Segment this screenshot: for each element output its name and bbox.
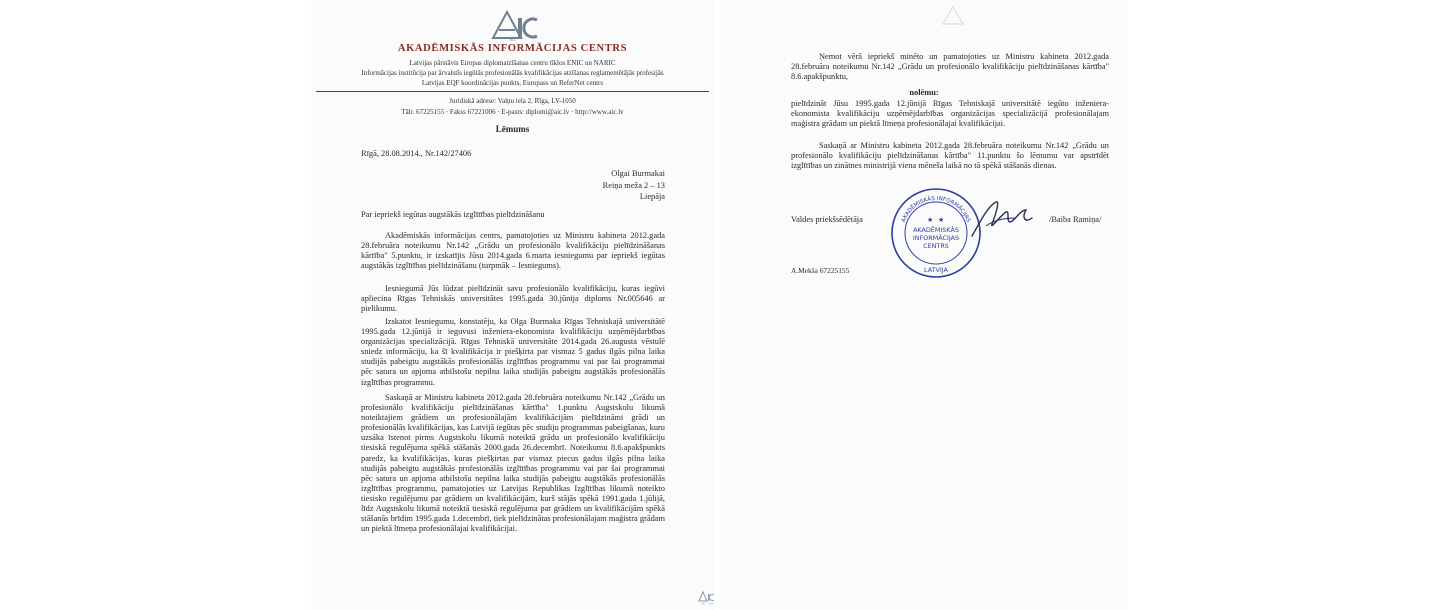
stamp-star-left: ★	[927, 216, 934, 224]
stamp-arc-text: AKADĒMISKĀS INFORMĀCIJAS	[900, 195, 972, 224]
organization-name: AKADĒMISKĀS INFORMĀCIJAS CENTRS	[397, 43, 628, 54]
document-page-1	[311, 0, 714, 610]
letterhead-divider	[316, 91, 709, 92]
document-subject: Par iepriekš iegūtas augstākās izglītības pielīdzināšanu	[361, 210, 545, 219]
recipient-name: Olgai Burmakai	[611, 169, 665, 178]
decision-heading: nolēmu:	[909, 88, 939, 97]
document-title: Lēmums	[495, 124, 530, 134]
letterhead-line-2: Informācijas institūcija par ārvalstīs iegūtās profesionālās kvalifikācijas atzīšanas reglamentētājās profesijās	[361, 69, 664, 77]
appeal-text: Saskaņā ar Ministru kabineta 2012.gada 28.februāra noteikumu Nr.142 „Grādu un profesionālo kvalifikāciju pielīdzināšanas kārtība" 11.punktu šo lēmumu var apstrīdēt izglītības un zinātnes ministrijā viena mēneša laikā no tā spēkā stāšanās dienas.	[791, 141, 1109, 171]
paragraph-3: Izskatot Iesniegumu, konstatēju, ka Olga Burmaka Rīgas Tehniskajā universitātē 1995.gada 12.jūnijā ir ieguvusi inženiera-ekonomista kvalifikāciju uzņēmējdarbības organizācijas specializācijā. Rīgas Tehniskā universitāte 2014.gada 26.augusta vēstulē sniedz informāciju, ka šī kvalifikācija ir piešķirta par vismaz 5 gadus ilgās pilna laika studijās pabeigtu augstākās profesionālās izglītības programmu vai par šai programmai pēc satura un apjoma atbilstošu nepilna laika studijās pabeigtu augstākās profesionālās izglītības programmu.	[361, 317, 665, 387]
stamp-line-2: INFORMĀCIJAS	[912, 234, 960, 242]
footer-aic-logo	[698, 589, 714, 605]
document-page-2	[721, 0, 1127, 610]
signatory-role: Valdes priekšsēdētāja	[791, 215, 863, 224]
footer-logo-lettering: AIC	[701, 602, 706, 605]
decision-text: pielīdzināt Jūsu 1995.gada 12.jūnijā Rīgas Tehniskajā universitātē iegūto inženiera-ekonomista kvalifikāciju uzņēmējdarbības organizācijas specializācijā profesionālajam maģistra grādam un piektā līmeņa profesionālajai kvalifikācijai.	[791, 99, 1109, 129]
letterhead-contacts: Tālr. 67225155 · Fakss 67221006 · E-pasts: diplomi@aic.lv · http://www.aic.lv	[401, 108, 624, 116]
stamp-bottom-text: LATVIJA	[924, 266, 948, 274]
recipient-city: Liepāja	[639, 192, 665, 201]
paragraph-2: Iesniegumā Jūs lūdzat pielīdzināt savu profesionālo kvalifikāciju, kuras iegūvi apliecina Rīgas Tehniskās universitātes 1995.gada 30.jūnija diploms Nr.005646 ar pielikumu.	[361, 284, 665, 314]
letterhead-line-3: Latvijas EQF koordinācijas punkts, Europass un ReferNet centrs	[421, 79, 604, 87]
letterhead-line-1: Latvijas pārstāvis Eiropas diplomatzīšanas centru tīklos ENIC un NARIC	[409, 59, 616, 67]
stamp-line-3: CENTRS	[923, 242, 949, 250]
stamp-line-1: AKADĒMISKĀS	[913, 226, 959, 234]
letterhead-address: Juridiskā adrese: Valņu iela 2, Rīga, LV-1050	[449, 97, 576, 105]
footer-code: 2013	[708, 602, 714, 605]
paragraph-4: Saskaņā ar Ministru kabineta 2012.gada 28.februāra noteikumu Nr.142 „Grādu un profesionālo kvalifikāciju pielīdzināšanas kārtība" 1.punktu Augstskolu likumā noteiktajiem grādiem un profesionālajām kvalifikācijām pielīdzināmi grādi un profesionālās kvalifikācijas, kas Latvijā iegūtas pēc studiju programmas pabeigšanas, kuru uzsāka īstenot pirms Augstskolu likumā noteiktā grādu un profesionālo kvalifikāciju tiesiskā regulējuma spēkā stāšanās 2000.gada 26.decembrī. Noteikumu 8.6.apakšpunkts paredz, ka kvalifikācijas, kuras piešķirtas par vismaz piecus gadus ilgās pilna laika studijās pabeigtu augstākās profesionālās izglītības programmu vai par šai programmai pēc satura un apjoma atbilstošu nepilna laika studijās pabeigtu augstākās profesionālās izglītības programmu, pamatojoties uz Latvijas Republikas Izglītības likumā noteikto tiesisko regulējumu par grādiem un kvalifikācijām, kurš stājās spēkā 1991.gada 1.jūlijā, līdz Augstskolu likumā noteiktā tiesiskā regulējuma par grādiem un kvalifikācijām spēkā stāšanās brīdim 1995.gada 1.decembrī, tiek pielīdzinātas profesionālajam maģistra grādam un piektā līmeņa profesionālajai kvalifikācijai.	[361, 393, 665, 534]
faint-logo-watermark	[939, 4, 971, 26]
svg-text:AKADĒMISKĀS INFORMĀCIJAS	[901, 195, 971, 223]
document-reference: Rīgā, 28.08.2014., Nr.142/27406	[361, 149, 472, 158]
document-author: A.Mekša 67225155	[791, 266, 850, 275]
paragraph-1: Akadēmiskās informācijas centrs, pamatojoties uz Ministru kabineta 2012.gada 28.februāra noteikumu Nr.142 „Grādu un profesionālo kvalifikāciju pielīdzināšanas kārtība" 5.punktu, ir izskatījis Jūsu 2014.gada 6.marta iesniegumu par iepriekš iegūtas augstākās izglītības pielīdzināšanu (turpmāk – Iesniegums).	[361, 231, 665, 271]
handwritten-signature	[966, 196, 1038, 242]
page2-paragraph-1: Ņemot vērā iepriekš minēto un pamatojoties uz Ministru kabineta 2012.gada 28.februāra noteikumu Nr.142 „Grādu un profesionālo kvalifikāciju pielīdzināšanas kārtība" 8.6.apakšpunktu,	[791, 52, 1109, 82]
logo-lettering: AIC	[509, 37, 517, 42]
stamp-star-right: ★	[938, 216, 945, 224]
aic-logo	[487, 6, 539, 42]
signatory-name: /Baiba Ramiņa/	[1049, 215, 1102, 224]
recipient-street: Reiņa meža 2 – 13	[602, 181, 665, 190]
